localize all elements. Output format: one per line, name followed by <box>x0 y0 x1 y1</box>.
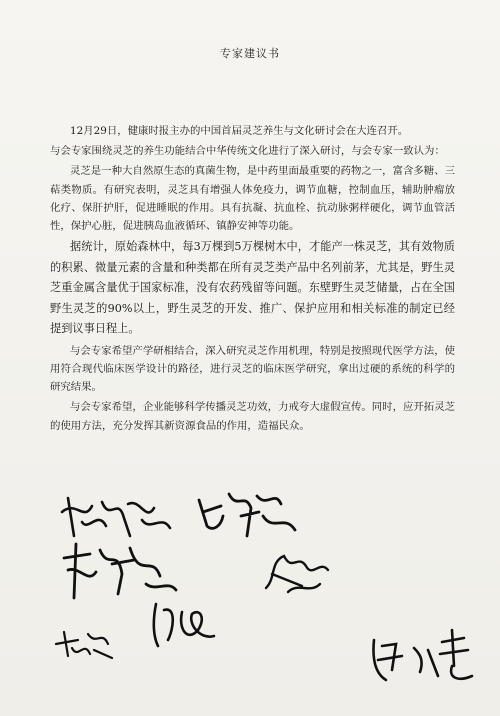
signature-4 <box>262 548 332 602</box>
signature-5 <box>52 626 116 670</box>
paragraph-statistics: 据统计，原始森林中，每3万棵到5万棵树木中，才能产一株灵芝，其有效物质的积累、微量元素的含量和种类都在所有灵芝类产品中名列前茅，尤其是，野生灵芝重金属含量优于国家标准，没有农药残留等问题。东壁野生灵芝储量，占在全国野生灵芝的90%以上，野生灵芝的开发、推广、保护应用和相关标准的制定已经提到议事日程上。 <box>50 240 455 336</box>
signature-3 <box>60 540 180 606</box>
paragraph-research: 与会专家希望产学研相结合，深入研究灵芝作用机理，特别是按照现代医学方法，使用符合现代临床医学设计的路径，进行灵芝的临床医学研究，拿出过硬的系统的科学的研究结果。 <box>50 344 455 394</box>
paragraph-lingzhi-effects: 灵芝是一种大自然原生态的真菌生物，是中药里面最重要的药物之一，富含多糖、三萜类物质。有研究表明，灵芝具有增强人体免疫力，调节血糖，控制血压，辅助肿瘤放化疗、保肝护肝，促进睡眠的作用。具有抗凝、抗血栓、抗动脉粥样硬化，调节血管活性，保护心脏，促进胰岛血液循环、镇静安神等功能。 <box>50 165 455 233</box>
paragraph-enterprise: 与会专家希望，企业能够科学传播灵芝功效，力戒夸大虚假宣传。同时，应开拓灵芝的使用方法，充分发挥其新资源食品的作用，造福民众。 <box>50 401 455 432</box>
paragraph-date: 12月29日，健康时报主办的中国首届灵芝养生与文化研讨会在大连召开。 <box>70 125 409 137</box>
document-body <box>50 122 455 437</box>
signature-2 <box>193 486 298 548</box>
signature-7 <box>368 626 478 690</box>
paragraph-consensus: 与会专家围绕灵芝的养生功能结合中华传统文化进行了深入研讨，与会专家一致认为： <box>50 145 445 158</box>
signature-6 <box>148 600 218 652</box>
document-title: 专家建议书 <box>220 47 280 60</box>
